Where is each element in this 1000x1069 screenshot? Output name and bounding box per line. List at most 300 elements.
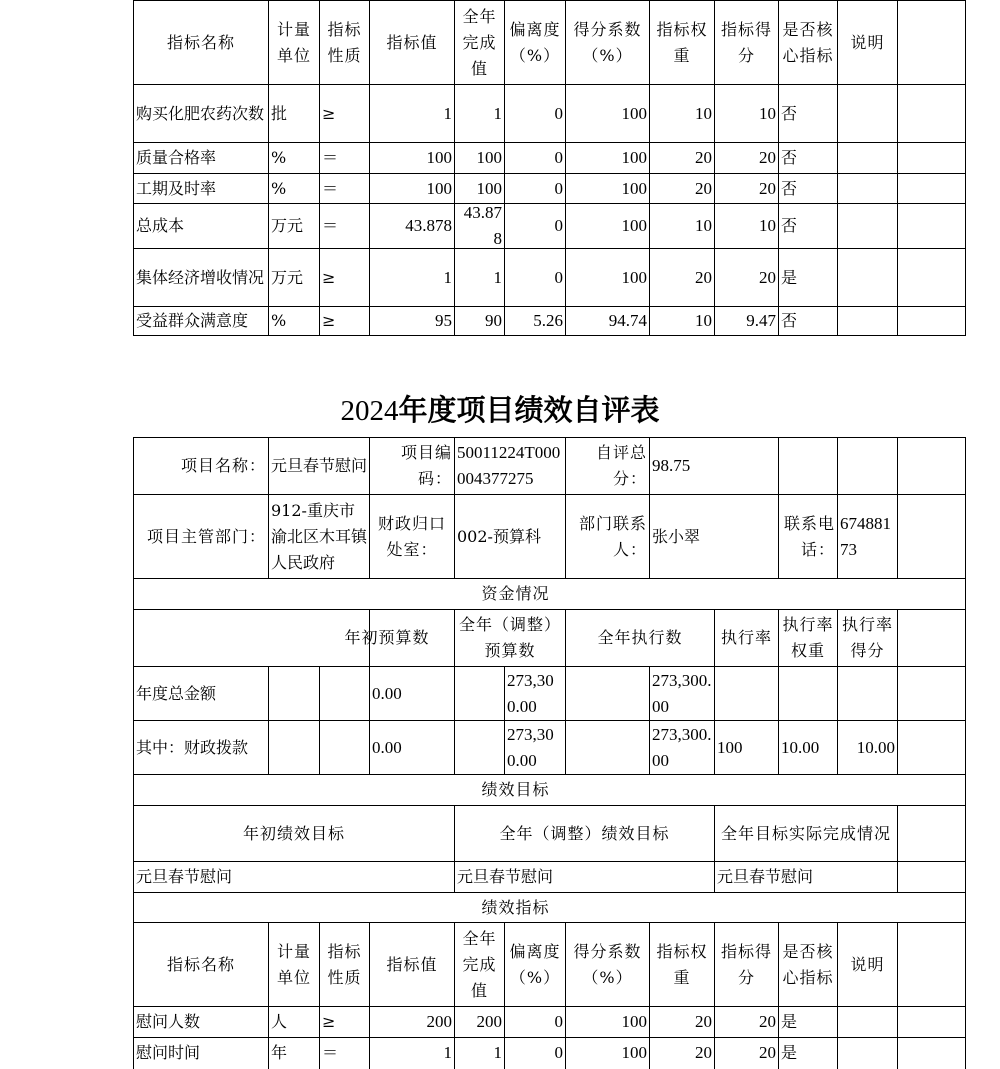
- cell-text: 20: [759, 267, 776, 287]
- cell-text: 慰问人数: [136, 1012, 201, 1031]
- cell-text: 100: [621, 178, 647, 198]
- indicator-cell: [715, 204, 778, 248]
- indicator-cell: [370, 1007, 454, 1037]
- cell-text: 否: [781, 148, 798, 167]
- cell-text: 43.878: [405, 216, 452, 235]
- cell-text: 是否核心指标: [782, 941, 834, 987]
- cell-text: 100: [476, 178, 502, 198]
- cell-text: 273,300.00: [507, 724, 554, 770]
- goals-section-title: [134, 775, 897, 805]
- indicator-header: [269, 923, 319, 1006]
- indicator-header: [779, 923, 837, 1006]
- cell-text: 年初预算数: [344, 628, 430, 647]
- cell-text: 否: [781, 178, 798, 198]
- cell-text: 20: [695, 148, 712, 167]
- indicator-header: [650, 923, 714, 1006]
- cell-text: 指标得分: [720, 941, 772, 987]
- indicator-cell: [650, 204, 714, 248]
- indicator-cell: [455, 1038, 504, 1068]
- indicator-cell: [269, 143, 319, 173]
- cell-text: 指标名称: [166, 32, 235, 52]
- indicator-cell: [715, 249, 778, 306]
- funds-initial: [370, 667, 454, 720]
- cell-text: 94.74: [608, 311, 647, 330]
- indicator-header: [320, 923, 369, 1006]
- cell-text: 200: [476, 1012, 502, 1031]
- cell-text: 购买化肥农药次数: [136, 103, 265, 123]
- cell-text: 偏离度（%）: [509, 19, 561, 65]
- cell-text: ＝: [322, 216, 339, 235]
- cell-text: 10: [695, 216, 712, 235]
- cell-text: ＝: [322, 148, 339, 167]
- cell-text: 10: [759, 103, 776, 123]
- cell-text: 指标得分: [720, 19, 772, 65]
- indicator-cell: [134, 174, 268, 203]
- indicator-cell: [715, 174, 778, 203]
- indicator-cell: [566, 1007, 649, 1037]
- cell-text: 元旦春节慰问: [717, 867, 814, 886]
- indicator-cell: [320, 249, 369, 306]
- indicator-cell: [838, 204, 897, 248]
- cell-text: 执行率: [720, 628, 772, 647]
- indicator-cell: [566, 204, 649, 248]
- indicator-header: [779, 1, 837, 84]
- funds-row-label: [134, 667, 268, 720]
- funds-row-label: [134, 721, 268, 774]
- goal-initial: [134, 862, 454, 892]
- cell-text: 全年执行数: [597, 628, 683, 647]
- indicator-header: [566, 923, 649, 1006]
- cell-text: 联系电话：: [783, 513, 835, 559]
- finance-office-value: [455, 495, 565, 578]
- cell-text: 质量合格率: [136, 148, 217, 167]
- funds-section-title: [134, 579, 897, 609]
- indicator-cell: [455, 249, 504, 306]
- cell-text: 100: [621, 1043, 647, 1062]
- funds-header: [566, 610, 714, 666]
- indicator-cell: [505, 85, 565, 142]
- indicator-cell: [505, 249, 565, 306]
- indicator-cell: [134, 307, 268, 335]
- goals-header: [715, 806, 897, 861]
- indicator-cell: [779, 174, 837, 203]
- cell-text: 总成本: [136, 216, 185, 235]
- indicator-cell: [715, 143, 778, 173]
- indicator-cell: [269, 249, 319, 306]
- indicator-cell: [269, 1038, 319, 1068]
- cell-text: 9.47: [746, 311, 776, 330]
- cell-text: 100: [621, 148, 647, 167]
- grid-hline: [133, 335, 966, 336]
- indicator-cell: [134, 249, 268, 306]
- self-score-value: [650, 438, 778, 494]
- cell-text: 否: [781, 216, 798, 235]
- cell-text: 20: [759, 1043, 776, 1062]
- indicator-cell: [779, 204, 837, 248]
- cell-text: ＝: [322, 1043, 339, 1062]
- grid-vline: [965, 0, 966, 336]
- cell-text: 100: [621, 216, 647, 235]
- indicator-cell: [715, 307, 778, 335]
- contact-person-value: [650, 495, 778, 578]
- indicator-cell: [134, 204, 268, 248]
- funds-weight: [779, 721, 837, 774]
- cell-text: 全年（调整）绩效目标: [499, 823, 670, 843]
- cell-text: 指标名称: [166, 954, 235, 974]
- indicator-cell: [370, 1038, 454, 1068]
- cell-text: 10.00: [856, 737, 895, 757]
- cell-text: 0: [554, 216, 563, 235]
- grid-vline: [965, 922, 966, 1069]
- project-code-value: [455, 438, 565, 494]
- contact-person-label: [566, 495, 649, 578]
- cell-text: 67488173: [840, 513, 891, 559]
- cell-text: 98.75: [652, 456, 691, 475]
- goal-actual: [715, 862, 897, 892]
- grid-vline: [897, 922, 898, 1069]
- cell-text: 1: [443, 103, 452, 123]
- cell-text: 计量单位: [276, 941, 311, 987]
- indicator-header: [715, 923, 778, 1006]
- indicator-cell: [320, 307, 369, 335]
- indicator-cell: [269, 85, 319, 142]
- cell-text: 财政归口处室：: [377, 513, 446, 559]
- cell-text: 受益群众满意度: [136, 311, 249, 330]
- grid-vline: [897, 437, 898, 579]
- indicator-cell: [320, 174, 369, 203]
- cell-text: 是否核心指标: [782, 19, 834, 65]
- cell-text: 指标值: [386, 954, 438, 974]
- indicator-cell: [779, 1007, 837, 1037]
- cell-text: 慰问时间: [136, 1043, 201, 1062]
- indicator-cell: [320, 1007, 369, 1037]
- cell-text: 部门联系人：: [578, 513, 647, 559]
- cell-text: 指标权重: [656, 19, 708, 65]
- cell-text: 指标性质: [327, 941, 362, 987]
- cell-text: 资金情况: [481, 584, 550, 603]
- funds-header: [455, 610, 565, 666]
- cell-text: 20: [695, 267, 712, 287]
- indicator-cell: [566, 143, 649, 173]
- cell-text: 绩效目标: [481, 780, 550, 799]
- indicators-section-title: [134, 893, 897, 922]
- indicator-header: [455, 1, 504, 84]
- indicator-cell: [566, 249, 649, 306]
- indicator-cell: [370, 249, 454, 306]
- indicator-header: [505, 1, 565, 84]
- cell-text: 人: [271, 1012, 288, 1031]
- cell-text: 273,300.00: [507, 670, 554, 716]
- cell-text: 得分系数（%）: [573, 941, 642, 987]
- cell-text: 项目主管部门：: [146, 526, 266, 546]
- cell-text: 元旦春节慰问: [136, 867, 233, 886]
- grid-vline: [965, 578, 966, 775]
- cell-text: 否: [781, 311, 798, 330]
- project-code-label: [370, 438, 454, 494]
- indicator-header: [505, 923, 565, 1006]
- indicator-cell: [650, 1038, 714, 1068]
- indicator-cell: [566, 85, 649, 142]
- cell-text: 绩效指标: [481, 897, 550, 917]
- indicator-cell: [650, 307, 714, 335]
- indicator-cell: [269, 174, 319, 203]
- cell-text: 90: [485, 311, 502, 330]
- cell-text: 是: [781, 1043, 798, 1062]
- cell-text: 20: [759, 178, 776, 198]
- indicator-cell: [650, 1007, 714, 1037]
- cell-text: 张小翠: [652, 526, 701, 546]
- contact-phone-label: [779, 495, 837, 578]
- indicator-cell: [455, 204, 504, 248]
- indicator-cell: [269, 307, 319, 335]
- indicator-cell: [505, 307, 565, 335]
- indicator-cell: [269, 204, 319, 248]
- project-name-value: [269, 438, 369, 494]
- indicator-cell: [455, 307, 504, 335]
- cell-text: 100: [476, 148, 502, 167]
- cell-text: 0: [554, 103, 563, 123]
- indicator-header: [134, 923, 268, 1006]
- indicator-cell: [455, 174, 504, 203]
- cell-text: 0.00: [372, 683, 402, 703]
- grid-vline: [897, 0, 898, 336]
- grid-vline: [897, 609, 898, 775]
- indicator-cell: [505, 174, 565, 203]
- indicator-cell: [779, 249, 837, 306]
- cell-text: 其中：财政拨款: [136, 737, 249, 757]
- indicator-cell: [779, 85, 837, 142]
- title-text: 年度项目绩效自评表: [398, 393, 660, 427]
- cell-text: 10: [695, 311, 712, 330]
- cell-text: 273,300.00: [652, 724, 712, 770]
- cell-text: 0.00: [372, 737, 402, 757]
- indicator-cell: [370, 204, 454, 248]
- goal-adjusted: [455, 862, 714, 892]
- indicator-header: [370, 1, 454, 84]
- funds-header: [779, 610, 837, 666]
- indicator-cell: [134, 1007, 268, 1037]
- cell-text: 自评总分：: [595, 443, 647, 488]
- indicator-cell: [320, 85, 369, 142]
- cell-text: %: [271, 178, 287, 198]
- cell-text: 20: [695, 1043, 712, 1062]
- cell-text: 全年（调整）预算数: [458, 615, 561, 660]
- indicator-cell: [838, 249, 897, 306]
- cell-text: 年初绩效目标: [242, 823, 345, 843]
- indicator-cell: [566, 174, 649, 203]
- cell-text: 100: [621, 103, 647, 123]
- title-year: 2024: [340, 395, 399, 427]
- cell-text: 1: [493, 1043, 502, 1062]
- indicator-cell: [505, 1007, 565, 1037]
- indicator-cell: [650, 249, 714, 306]
- goals-header: [455, 806, 714, 861]
- cell-text: 0: [554, 178, 563, 198]
- cell-text: 年度总金额: [136, 683, 217, 703]
- indicator-header: [838, 923, 897, 1006]
- funds-header: [838, 610, 897, 666]
- cell-text: 1: [443, 267, 452, 287]
- cell-text: 全年目标实际完成情况: [720, 823, 891, 843]
- cell-text: 002-预算科: [457, 526, 541, 546]
- indicator-cell: [505, 204, 565, 248]
- indicator-cell: [838, 1007, 897, 1037]
- funds-initial: [370, 721, 454, 774]
- indicator-cell: [838, 1038, 897, 1068]
- finance-office-label: [370, 495, 454, 578]
- cell-text: ≥: [322, 1012, 336, 1031]
- indicator-cell: [370, 307, 454, 335]
- indicator-header: [134, 1, 268, 84]
- grid-vline: [268, 666, 269, 775]
- grid-vline: [897, 805, 898, 893]
- indicator-cell: [566, 1038, 649, 1068]
- indicator-cell: [370, 143, 454, 173]
- cell-text: 偏离度（%）: [509, 941, 561, 987]
- goals-header: [134, 806, 454, 861]
- indicator-cell: [505, 143, 565, 173]
- indicator-header: [838, 1, 897, 84]
- indicator-cell: [455, 85, 504, 142]
- indicator-cell: [320, 143, 369, 173]
- cell-text: 100: [426, 178, 452, 198]
- indicator-cell: [779, 307, 837, 335]
- self-score-label: [566, 438, 649, 494]
- indicator-cell: [715, 85, 778, 142]
- cell-text: ＝: [322, 178, 339, 198]
- cell-text: 100: [621, 1012, 647, 1031]
- contact-phone-value: [838, 495, 897, 578]
- funds-header: [320, 610, 454, 666]
- cell-text: 20: [759, 1012, 776, 1031]
- funds-score: [838, 667, 897, 720]
- indicator-header: [370, 923, 454, 1006]
- indicator-cell: [269, 1007, 319, 1037]
- cell-text: 得分系数（%）: [573, 19, 642, 65]
- indicator-cell: [715, 1007, 778, 1037]
- cell-text: 说明: [850, 32, 885, 52]
- cell-text: 20: [759, 148, 776, 167]
- cell-text: 项目名称：: [180, 456, 266, 475]
- indicator-header: [320, 1, 369, 84]
- cell-text: 10: [759, 216, 776, 235]
- cell-text: 10: [695, 103, 712, 123]
- cell-text: 集体经济增收情况: [136, 267, 265, 287]
- indicator-cell: [455, 1007, 504, 1037]
- indicator-cell: [566, 307, 649, 335]
- funds-score: [838, 721, 897, 774]
- cell-text: 0: [554, 1043, 563, 1062]
- indicator-header: [715, 1, 778, 84]
- cell-text: 0: [554, 1012, 563, 1031]
- cell-text: 100: [426, 148, 452, 167]
- project-name-label: [134, 438, 268, 494]
- page-title: [0, 388, 1000, 432]
- indicator-cell: [650, 85, 714, 142]
- cell-text: 0: [554, 148, 563, 167]
- indicator-cell: [320, 204, 369, 248]
- cell-text: 95: [435, 311, 452, 330]
- cell-text: 批: [271, 103, 288, 123]
- grid-vline: [965, 437, 966, 579]
- indicator-cell: [134, 1038, 268, 1068]
- indicator-cell: [838, 143, 897, 173]
- funds-adjusted: [505, 667, 565, 720]
- indicator-cell: [455, 143, 504, 173]
- cell-text: 0: [554, 267, 563, 287]
- funds-header: [715, 610, 778, 666]
- cell-text: 执行率权重: [782, 615, 834, 660]
- indicator-header: [650, 1, 714, 84]
- indicator-cell: [838, 307, 897, 335]
- cell-text: ≥: [322, 103, 336, 123]
- cell-text: 指标权重: [656, 941, 708, 987]
- cell-text: 1: [443, 1043, 452, 1062]
- indicator-cell: [370, 174, 454, 203]
- indicator-header: [566, 1, 649, 84]
- indicator-header: [269, 1, 319, 84]
- cell-text: 20: [695, 178, 712, 198]
- cell-text: 项目编码：: [400, 443, 452, 488]
- funds-executed: [650, 721, 714, 774]
- cell-text: 912-重庆市渝北区木耳镇人民政府: [271, 500, 368, 572]
- indicator-cell: [370, 85, 454, 142]
- indicator-cell: [838, 174, 897, 203]
- cell-text: 273,300.00: [652, 670, 712, 716]
- indicator-cell: [320, 1038, 369, 1068]
- funds-weight: [779, 667, 837, 720]
- cell-text: 万元: [271, 216, 304, 235]
- cell-text: 全年完成值: [462, 6, 497, 78]
- cell-text: 1: [493, 103, 502, 123]
- cell-text: 100: [621, 267, 647, 287]
- cell-text: 元旦春节慰问: [457, 867, 554, 886]
- department-value: [269, 495, 369, 578]
- funds-executed: [650, 667, 714, 720]
- indicator-cell: [134, 85, 268, 142]
- indicator-header: [455, 923, 504, 1006]
- cell-text: 年: [271, 1043, 288, 1062]
- funds-rate: [715, 667, 778, 720]
- cell-text: 执行率得分: [841, 615, 893, 660]
- indicator-cell: [779, 1038, 837, 1068]
- cell-text: 5.26: [533, 311, 563, 330]
- indicator-cell: [650, 174, 714, 203]
- department-label: [134, 495, 268, 578]
- cell-text: 指标值: [386, 32, 438, 52]
- cell-text: 是: [781, 267, 798, 287]
- funds-adjusted: [505, 721, 565, 774]
- cell-text: 是: [781, 1012, 798, 1031]
- indicator-cell: [779, 143, 837, 173]
- grid-vline: [319, 666, 320, 775]
- funds-rate: [715, 721, 778, 774]
- indicator-cell: [134, 143, 268, 173]
- cell-text: 20: [695, 1012, 712, 1031]
- indicator-cell: [505, 1038, 565, 1068]
- cell-text: 否: [781, 103, 798, 123]
- cell-text: 10.00: [781, 737, 820, 757]
- cell-text: 元旦春节慰问: [271, 456, 368, 475]
- indicator-cell: [715, 1038, 778, 1068]
- cell-text: 说明: [850, 954, 885, 974]
- cell-text: 43.878: [463, 204, 502, 248]
- cell-text: 计量单位: [276, 19, 311, 65]
- cell-text: 50011224T000004377275: [457, 443, 561, 488]
- cell-text: 200: [426, 1012, 452, 1031]
- cell-text: 全年完成值: [462, 928, 497, 1000]
- grid-vline: [965, 892, 966, 923]
